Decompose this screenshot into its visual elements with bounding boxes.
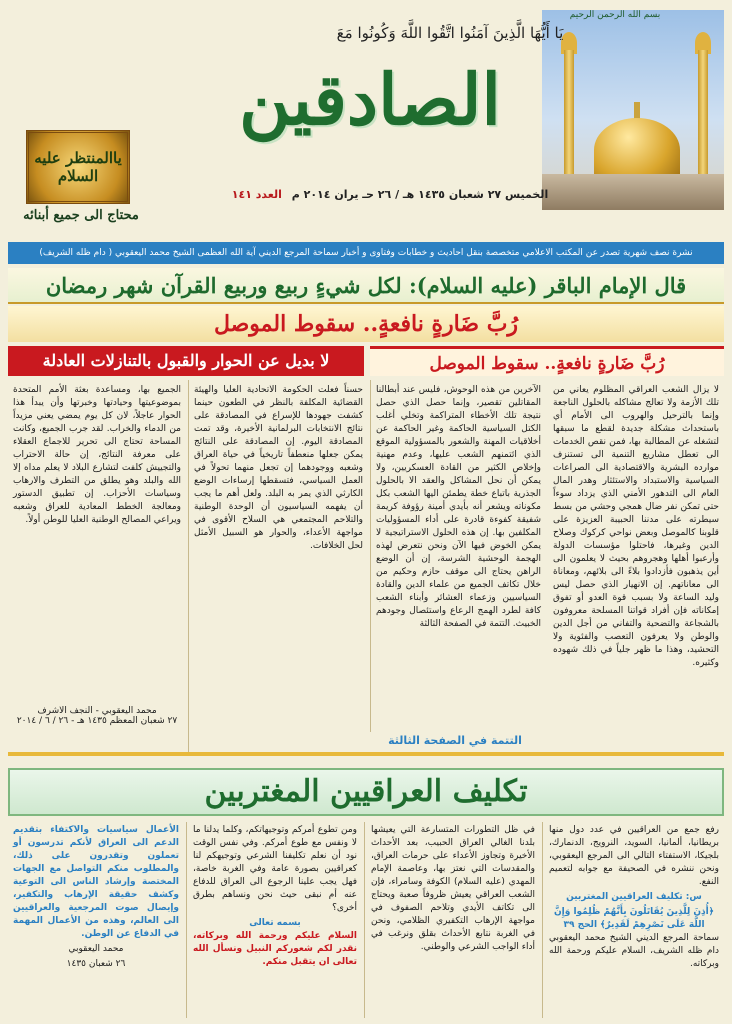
issue-date: الخميس ٢٧ شعبان ١٤٣٥ هـ / ٢٦ حـ يران ٢٠١٤ م [291,188,549,201]
section-divider [8,752,724,756]
publication-banner: نشرة نصف شهرية تصدر عن المكتب الاعلامي متخصصة بنقل احاديث و خطابات وفتاوى و أخبار سماحة المرجع الديني آية الله العظمى الشيخ محمد اليعقوبي ( دام ظله الشريف) [8,242,724,264]
newspaper-title: الصادقين [239,58,501,141]
quran-quote: ﴿أُذِنَ لِلَّذِينَ يُقَاتَلُونَ بِأَنَّهُمْ ظُلِمُوا وَإِنَّ اللَّهَ عَلَى نَصْرِهِمْ لَقَدِيرٌ﴾ الحج ٣٩ [553,907,715,930]
dateline [230,188,550,201]
expat-col-2-text: في ظل التطورات المتسارعة التي يعيشها بلدنا الغالي العراق الحبيب، بعد الأحداث الأخيرة وتجاوز الأعداء على حرمات العراق، والمقدسات التي نعتز بها، وعاصمة الإمام المهدي (عليه السلام) الكوفة وسامراء، فإن الشعب العراقي يعيش ظروفاً صعبة ويحتاج الى تكاتف الأيدي وتلاحم الصفوف في مواجهة الإرهاب التكفيري الظلامي، ونحن في الغربة نتابع الأحداث بقلق ونرغب في أداء الواجب الشرعي والوطني. [371,825,535,952]
signature-date: ٢٧ شعبان المعظم ١٤٣٥ هـ - ٢٦ / ٦ / ٢٠١٤ [16,716,178,726]
expat-headline: تكليف العراقيين المغتربين [8,768,724,816]
expat-col-3-text: ومن تطوع أمركم وتوجيهاتكم، وكلما يدلنا ما لا ونفس مع طوع أمركم. وفي نفس الوقت نود أن نعلم تكليفنا الشرعي وتوجيهكم لنا كعراقيين بصورة عامة وفي الغربة خاصة، فهل يجب علينا الرجوع الى العراق للدفاع عنه أم نبقى حيث نحن ونساهم بطرق أخرى؟ [193,825,357,913]
column-rule [364,822,365,1018]
shrine-building [542,174,724,210]
bismihi-heading: بسمه تعالى [249,918,301,928]
slogan: محتاج الى جميع أبنائه [23,208,139,223]
quote-headline: قال الإمام الباقر (عليه السلام): لكل شيءٍ ربيع وربيع القرآن شهر رمضان [8,268,724,304]
expat-signature: محمد اليعقوبي [68,944,124,954]
article-dialogue-col-right: حسناً فعلت الحكومة الاتحادية العليا والهيئة القضائية المكلفة بالنظر في الطعون حينما كشفت جهودها للإسراع في المصادقة على نتائج الانتخابات البرلمانية الأخيرة، وقد تمت المصادقة اليوم. إن المصادقة على النتائج يمكن جعلها منعطفاً تاريخياً في حياة العراق وشعبه ووجودهما إن تجعل منهما تحولاً في العمل السياسي، فتسقطها إرساءات الوضع الكارثي الذي يمر به البلد. ولعل أهم ما يجب أن يفهمه السياسيون أن الوحدة الوطنية والتلاحم المجتمعي هي السلاح الأقوى في مواجهة الأعداء، والحوار هو السبيل الأمثل لحل الخلافات. [188,380,368,752]
article-dialogue-col-left: الجميع بها، ومساعدة بعثة الأمم المتحدة بموضوعيتها وحيادتها وخبرتها وأن يبدأ هذا الحوار عاجلاً، لان كل يوم يمضي يعني مزيداً من الدماء والخراب. لقد جرب الجميع، وكانت المساحة تحتاج الى تحرير للاجماع العقلاء على معرفة النتائج، إن حالة الاحتراب والتجييش كلفت لتشارع البلاد لا يعلم مداه إلا الله والبلد وهو يطلق من التطرف والارهاب وسياسات الأحزاب. إن تطبيق الدستور ومعالجة الخطط المعادية للعراق وشعبه ويراعي المصالح الوطنية العليا للوطن أولاً. [13,385,181,525]
article-mosul-col-middle: الآخرين من هذه الوحوش، فليس عند أبطالنا المقاتلين تقصير، وإنما حصل الذي حصل نتيجة تلك الأخطاء المتراكمة وتخلي أغلب الكتل السياسية الحاكمة وغير الحاكمة عن أخلاقيات المهنة والشعور بالمسؤولية الموقع الذي ائتمنهم الشعب عليها، وعدم مهنية وإخلاص الكثير من القادة العسكريين، ولا يمكن أن نحل المشاكل والعقد الا بالحلول الجذرية باتباع خطة يطمئن اليها الشعب بكل مكوناته ويشعر أنه بأيدي أمينة رؤوفة كريمة شفيقة كفوءة قادرة على أداء المسؤوليات المكلفين بها. إن هذه الحلول الاستراتيجية لا يمكن الخوض فيها الآن ونحن نتعرض لهذه الهجمة الوحشية الشرسة، إن أن الوضع الراهن يحتاج الى موقف حازم وحكيم من خلال تكاتف الجميع من علماء الدين والقادة السياسيين وزعماء العشائر وأبناء الشعب كافة لطرد الهمج الرعاع واستئصال وجودهم الخبيث. التتمة في الصفحة الثالثة [370,380,546,732]
minaret-left [564,50,574,190]
basmala: بسم الله الرحمن الرحيم [569,10,661,20]
column-rule [542,822,543,1018]
expat-col-1-end: سماحة المرجع الديني الشيخ محمد اليعقوبي دام ظله الشريف، السلام عليكم ورحمة الله وبركاته. [549,933,719,969]
calligraphy-emblem: ياالمنتظر عليه السلام [26,130,130,204]
question-heading: س: تكليف العراقيين المغتربين [566,892,702,902]
article-heading-dialogue: لا بديل عن الحوار والقبول بالتنازلات العادلة [8,346,364,376]
article-mosul-col-right: لا يزال الشعب العراقي المظلوم يعاني من تلك الأزمة ولا تعالج مشاكله بالحلول الناجعة وإنما بالترحيل والهروب الى الأمام أي باستحداث مشكلة جديدة لقطع ما سبقها لتشغله عن المطالبة بها، فمن نقص الخدمات الى تعطل مشاريع التنمية الى تستنزف موارده البشرية والاقتصادية الى الصراعات السياسية والاستبداد والاستئثار وهدر المال العام الى التدهور الأمني الذي يزداد سوءاً حتى تمكن نفر ضال همجي وحشي من بسط سيطرته على مدننا الحبيبة العزيزة على قلوبنا كالموصل وبعض نواحي كركوك وصلاح الدين وغيرها، فاحتلوا مؤسسات الدولة وأرعبوا أهلها وهجروهم بحيث لا يعلمون الى أين يذهبون فأزدادوا بلاءً الى بلائهم، ومعاناة الى معاناتهم. إن الانهيار الذي حصل ليس وليد الساعة ولا بسبب قوة العدو أو تفوق إمكاناته فإن أفراد قواتنا المسلحة معروفون بالشجاعة والتضحية والتفاني من أجل الدين والوطن ولا يعرفون التعصب والفئوية ولا التحشيد، وهذا ما ظهر جلياً في ذلك شهوده وكثيره. [553,385,719,668]
expat-col-1 [544,822,724,1018]
continued-note: التتمة في الصفحة الثالثة [388,734,522,747]
expat-col-4 [8,822,184,1018]
quran-verse: يَا أَيُّهَا الَّذِينَ آمَنُوا اتَّقُوا اللَّهَ وَكُونُوا مَعَ [336,24,564,42]
expat-col-4-text: الأعمال سياسيات والاكتفاء بتقديم الدعم الى العراق لأنكم تدرسون أو تعملون وتقدرون على ذلك، والمطلوب منكم التواصل مع الجهات المختصة وإرشاد الناس الى التوعية وكشف حقيقة الإرهاب والتكفير، وإيصال صوت المرجعية والعراقيين الى العالم، وهذه من الأعمال المهمة في الدفاع عن الوطن. [13,825,179,939]
expat-signature-date: ٢٦ شعبان ١٤٣٥ [66,959,126,969]
minaret-right [698,50,708,190]
article-heading-mosul: رُبَّ ضَارةٍ نافعةٍ.. سقوط الموصل [370,346,724,376]
expat-col-3-end: السلام عليكم ورحمة الله وبركاته، نقدر لكم شعوركم النبيل ونسأل الله تعالى ان يتقبل منكم. [193,931,357,967]
article-dialogue-col-left-wrap [8,380,186,752]
sub-headline: رُبَّ ضَارةٍ نافعةٍ.. سقوط الموصل [8,306,724,342]
expat-col-3 [188,822,362,1018]
expat-col-2 [366,822,540,1018]
column-rule [186,822,187,1018]
signature: محمد اليعقوبي - النجف الاشرف [37,706,157,716]
issue-number: العدد ١٤١ [231,188,282,201]
golden-dome [594,118,680,182]
expat-col-1-text: رفع جمع من العراقيين في عدد دول منها بريطانيا، ألمانيا، السويد، النرويج، الدنمارك، بلجيكا، الاستفتاء التالي الى المرجع اليعقوبي، ونحن ننشره في الصحيفة مع جوابه لتعميم النفع. [549,825,719,887]
masthead [0,0,732,240]
